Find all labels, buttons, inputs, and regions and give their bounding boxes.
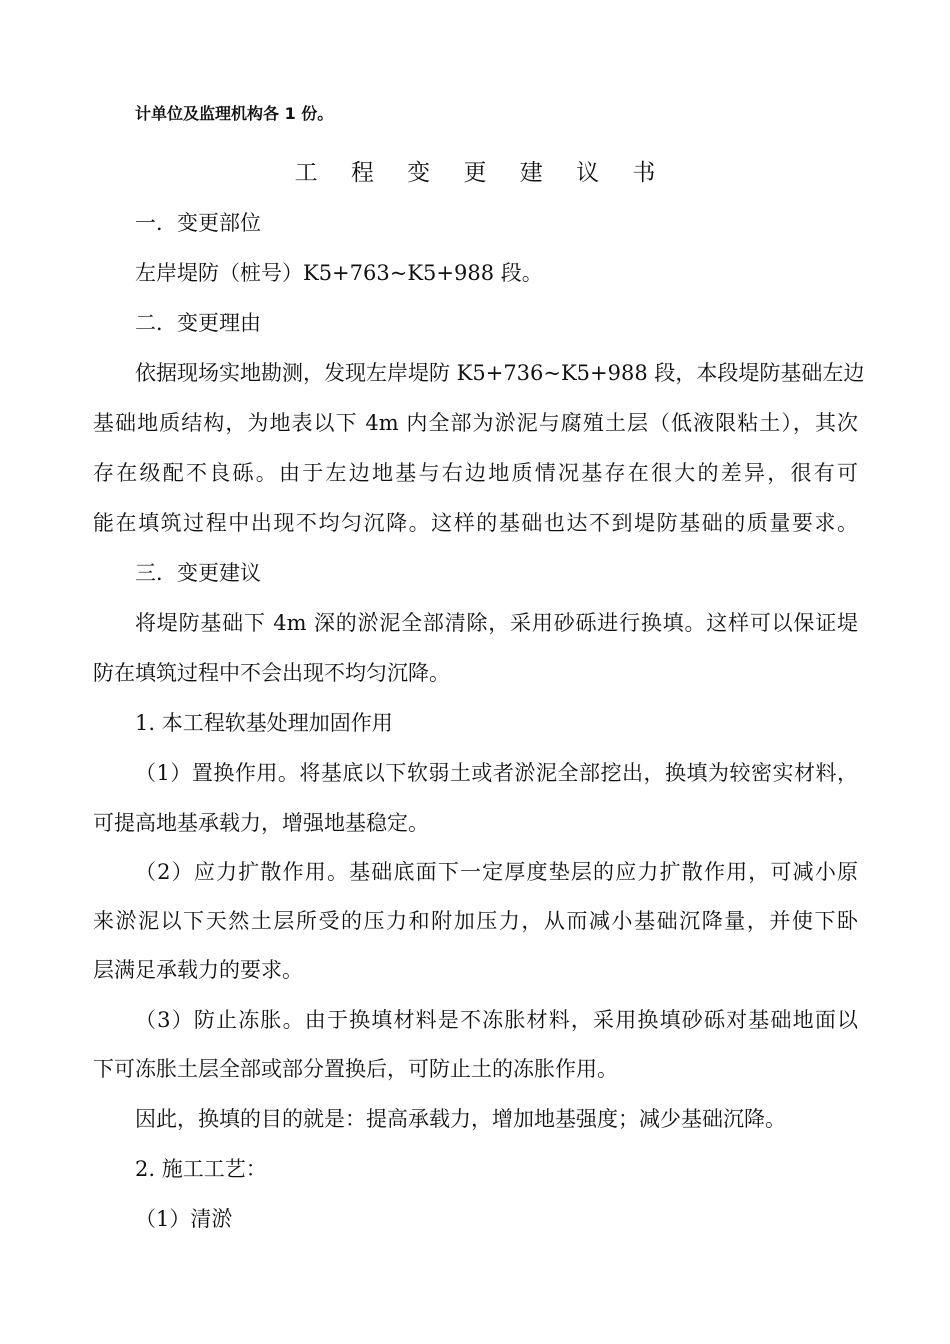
- paragraph-line: 下可冻胀土层全部或部分置换后，可防止土的冻胀作用。: [93, 1057, 618, 1081]
- document-title: 工 程 变 更 建 议 书: [294, 160, 669, 186]
- section-heading-change-suggestion: 三．变更建议: [135, 561, 261, 585]
- paragraph-line: （2）应力扩散作用。基础底面下一定厚度垫层的应力扩散作用，可减小原: [135, 860, 858, 884]
- section-heading-change-reason: 二．变更理由: [135, 311, 261, 335]
- paragraph-line: 防在填筑过程中不会出现不均匀沉降。: [93, 661, 450, 685]
- paragraph-line: 将堤防基础下 4m 深的淤泥全部清除，采用砂砾进行换填。这样可以保证堤: [135, 611, 858, 635]
- paragraph-line: （3）防止冻胀。由于换填材料是不冻胀材料，采用换填砂砾对基础地面以: [135, 1008, 858, 1032]
- paragraph-line: 依据现场实地勘测，发现左岸堤防 K5+736~K5+988 段，本段堤防基础左边: [135, 361, 865, 385]
- paragraph-line: （1）置换作用。将基底以下软弱土或者淤泥全部挖出，换填为较密实材料，: [135, 761, 858, 785]
- section-heading-change-location: 一．变更部位: [135, 211, 261, 235]
- subsection-heading-dredging: （1）清淤: [135, 1207, 233, 1231]
- paragraph-line: 左岸堤防（桩号）K5+763~K5+988 段。: [135, 261, 543, 285]
- subsection-heading-construction-process: 2. 施工工艺：: [135, 1157, 267, 1181]
- paragraph-line: 能在填筑过程中出现不均匀沉降。这样的基础也达不到堤防基础的质量要求。: [93, 511, 858, 535]
- paragraph-line: 来淤泥以下天然土层所受的压力和附加压力，从而减小基础沉降量，并使下卧: [93, 909, 858, 933]
- paragraph-line: 可提高地基承载力，增强地基稳定。: [93, 811, 429, 835]
- paragraph-line: 层满足承载力的要求。: [93, 958, 303, 982]
- subsection-heading-reinforcement: 1. 本工程软基处理加固作用: [135, 711, 393, 735]
- top-note: 计单位及监理机构各 1 份。: [135, 104, 334, 123]
- paragraph-line: 基础地质结构，为地表以下 4m 内全部为淤泥与腐殖土层（低液限粘土），其次: [93, 411, 858, 435]
- paragraph-line: 存在级配不良砾。由于左边地基与右边地质情况基存在很大的差异，很有可: [93, 461, 858, 485]
- paragraph-line: 因此，换填的目的就是：提高承载力，增加地基强度；减少基础沉降。: [135, 1107, 786, 1131]
